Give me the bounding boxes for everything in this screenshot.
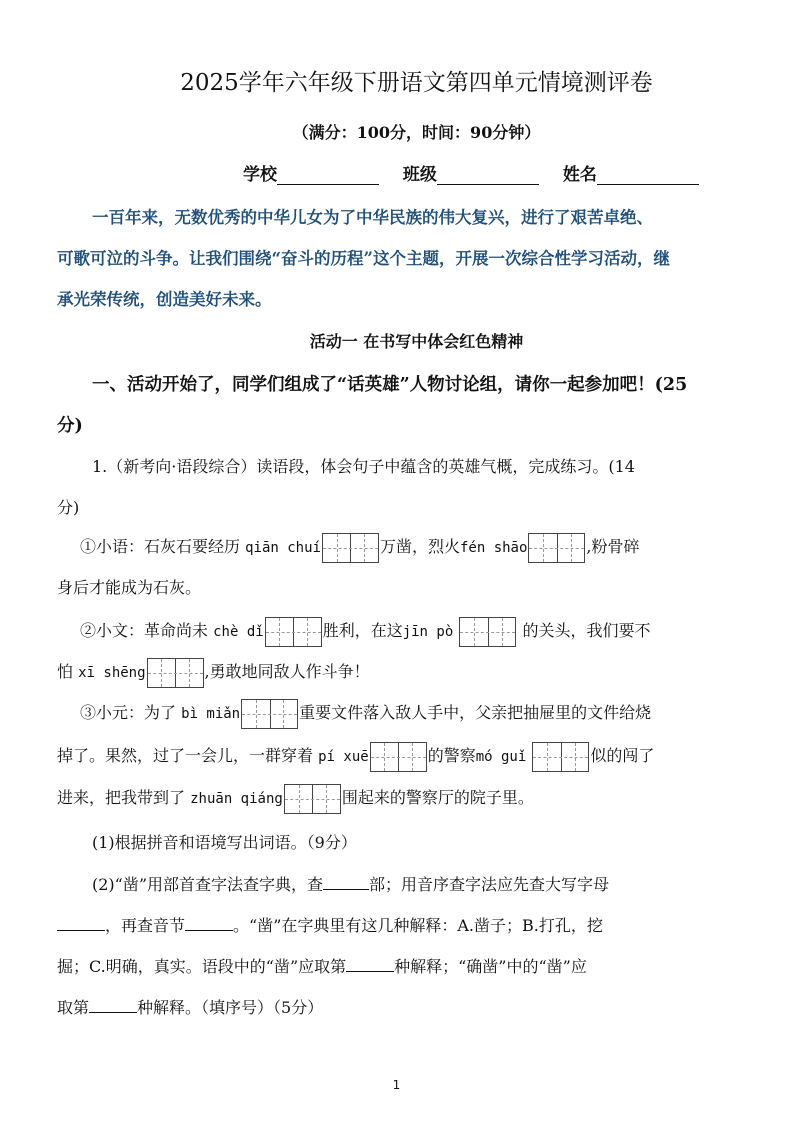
question-text: 掘；C.明确，真实。语段中的“凿”应取第	[57, 957, 347, 976]
passage-line	[80, 610, 650, 653]
pinyin: xī shēng	[78, 665, 146, 681]
page-title: 2025学年六年级下册语文第四单元情境测评卷	[180, 70, 653, 96]
passage-text: 怕	[57, 662, 74, 681]
question-text: (2)“凿”用部首查字法查字典，查	[92, 875, 324, 894]
tianzige-guide	[571, 534, 572, 562]
tianzige-box[interactable]	[265, 617, 322, 647]
tianzige-box[interactable]	[241, 699, 298, 729]
intro-line-3: 承光荣传统，创造美好未来。	[57, 290, 272, 309]
pinyin: bì miǎn	[181, 706, 241, 722]
passage-text: 万凿，烈火	[379, 537, 460, 556]
class-label: 班级	[402, 165, 437, 185]
passage-text: ,勇敢地同敌人作斗争！	[204, 662, 370, 681]
answer-blank[interactable]	[89, 996, 137, 1013]
section-1-heading-cont: 分)	[57, 416, 83, 436]
tianzige-guide	[384, 743, 385, 771]
name-field[interactable]	[597, 164, 699, 185]
page-number: 1	[392, 1078, 401, 1092]
passage-text: ,粉骨碎	[586, 537, 640, 556]
tianzige-box[interactable]	[532, 742, 589, 772]
question-1-stem: 1.（新考向·语段综合）读语段，体会句子中蕴含的英雄气概，完成练习。(14	[92, 457, 635, 476]
tianzige-guide	[337, 534, 338, 562]
passage-text: ①小语：石灰石要经历	[80, 537, 241, 556]
pinyin: chè dǐ	[213, 624, 264, 640]
exam-meta: （满分：100分，时间：90分钟）	[292, 123, 541, 142]
passage-text: 似的闯了	[590, 746, 655, 765]
passage-line	[57, 651, 370, 694]
passage-line	[57, 735, 654, 778]
tianzige-box[interactable]	[147, 658, 204, 688]
question-text: ，再查音节	[105, 916, 186, 935]
tianzige-box[interactable]	[528, 533, 585, 563]
sub-question-2-cont	[57, 905, 603, 946]
question-text: 。“凿”在字典里有这几种解释：A.凿子；B.打孔，挖	[233, 916, 603, 935]
tianzige-guide	[364, 534, 365, 562]
tianzige-guide	[575, 743, 576, 771]
sub-question-2-cont	[57, 946, 587, 987]
passage-text: 进来，把我带到了	[57, 788, 186, 807]
name-label: 姓名	[562, 165, 597, 185]
passage-line: 身后才能成为石灰。	[57, 578, 202, 597]
tianzige-guide	[474, 618, 475, 646]
tianzige-guide	[299, 785, 300, 813]
tianzige-guide	[502, 618, 503, 646]
answer-blank[interactable]	[346, 955, 394, 972]
answer-blank[interactable]	[185, 914, 233, 931]
passage-line	[57, 777, 534, 820]
passage-text: 的关头，我们要不	[522, 621, 651, 640]
question-text: 部；用音序查字法应先查大写字母	[369, 875, 610, 894]
passage-text: 的警察	[427, 746, 476, 765]
tianzige-guide	[279, 618, 280, 646]
activity-title: 活动一 在书写中体会红色精神	[309, 332, 524, 351]
tianzige-guide	[161, 659, 162, 687]
passage-text: ②小文：革命尚未	[80, 621, 209, 640]
tianzige-guide	[412, 743, 413, 771]
tianzige-guide	[283, 700, 284, 728]
section-1-heading: 一、活动开始了，同学们组成了“话英雄”人物讨论组，请你一起参加吧！(25	[92, 375, 688, 395]
question-text: 取第	[57, 998, 90, 1017]
question-text: 种解释；“确凿”中的“凿”应	[394, 957, 587, 976]
sub-question-1: (1)根据拼音和语境写出词语。（9分）	[92, 833, 357, 852]
tianzige-box[interactable]	[370, 742, 427, 772]
tianzige-guide	[307, 618, 308, 646]
pinyin: qiān chuí	[245, 540, 321, 556]
passage-text: 掉了。果然，过了一会儿，一群穿着	[57, 746, 314, 765]
pinyin: mó guǐ	[475, 749, 527, 765]
passage-text: 胜利，在这	[322, 621, 403, 640]
pinyin: pí xuē	[318, 749, 369, 765]
pinyin: zhuān qiáng	[190, 791, 283, 807]
question-text: 种解释。（填序号）（5分）	[137, 998, 324, 1017]
tianzige-guide	[543, 534, 544, 562]
answer-blank[interactable]	[57, 914, 105, 931]
intro-line-2: 可歌可泣的斗争。让我们围绕“奋斗的历程”这个主题，开展一次综合性学习活动，继	[57, 249, 670, 268]
school-field[interactable]	[277, 164, 379, 185]
pinyin: jīn pò	[402, 624, 454, 640]
school-label: 学校	[243, 165, 277, 185]
tianzige-box[interactable]	[284, 784, 341, 814]
passage-text: 重要文件落入敌人手中，父亲把抽屉里的文件给烧	[299, 703, 652, 722]
tianzige-guide	[189, 659, 190, 687]
intro-line-1: 一百年来，无数优秀的中华儿女为了中华民族的伟大复兴，进行了艰苦卓绝、	[92, 208, 653, 227]
passage-line	[80, 692, 651, 735]
passage-line	[80, 526, 640, 569]
pinyin: fén shāo	[459, 540, 528, 556]
passage-text: ③小元：为了	[80, 703, 177, 722]
answer-blank[interactable]	[323, 873, 369, 890]
student-info-row	[243, 160, 699, 185]
passage-text: 围起来的警察厅的院子里。	[341, 788, 534, 807]
sub-question-2-cont	[57, 987, 323, 1028]
question-1-stem-cont: 分)	[57, 498, 80, 517]
class-field[interactable]	[437, 164, 539, 185]
tianzige-guide	[326, 785, 327, 813]
tianzige-box[interactable]	[322, 533, 379, 563]
tianzige-guide	[256, 700, 257, 728]
tianzige-box[interactable]	[459, 617, 516, 647]
tianzige-guide	[547, 743, 548, 771]
sub-question-2	[92, 864, 609, 905]
